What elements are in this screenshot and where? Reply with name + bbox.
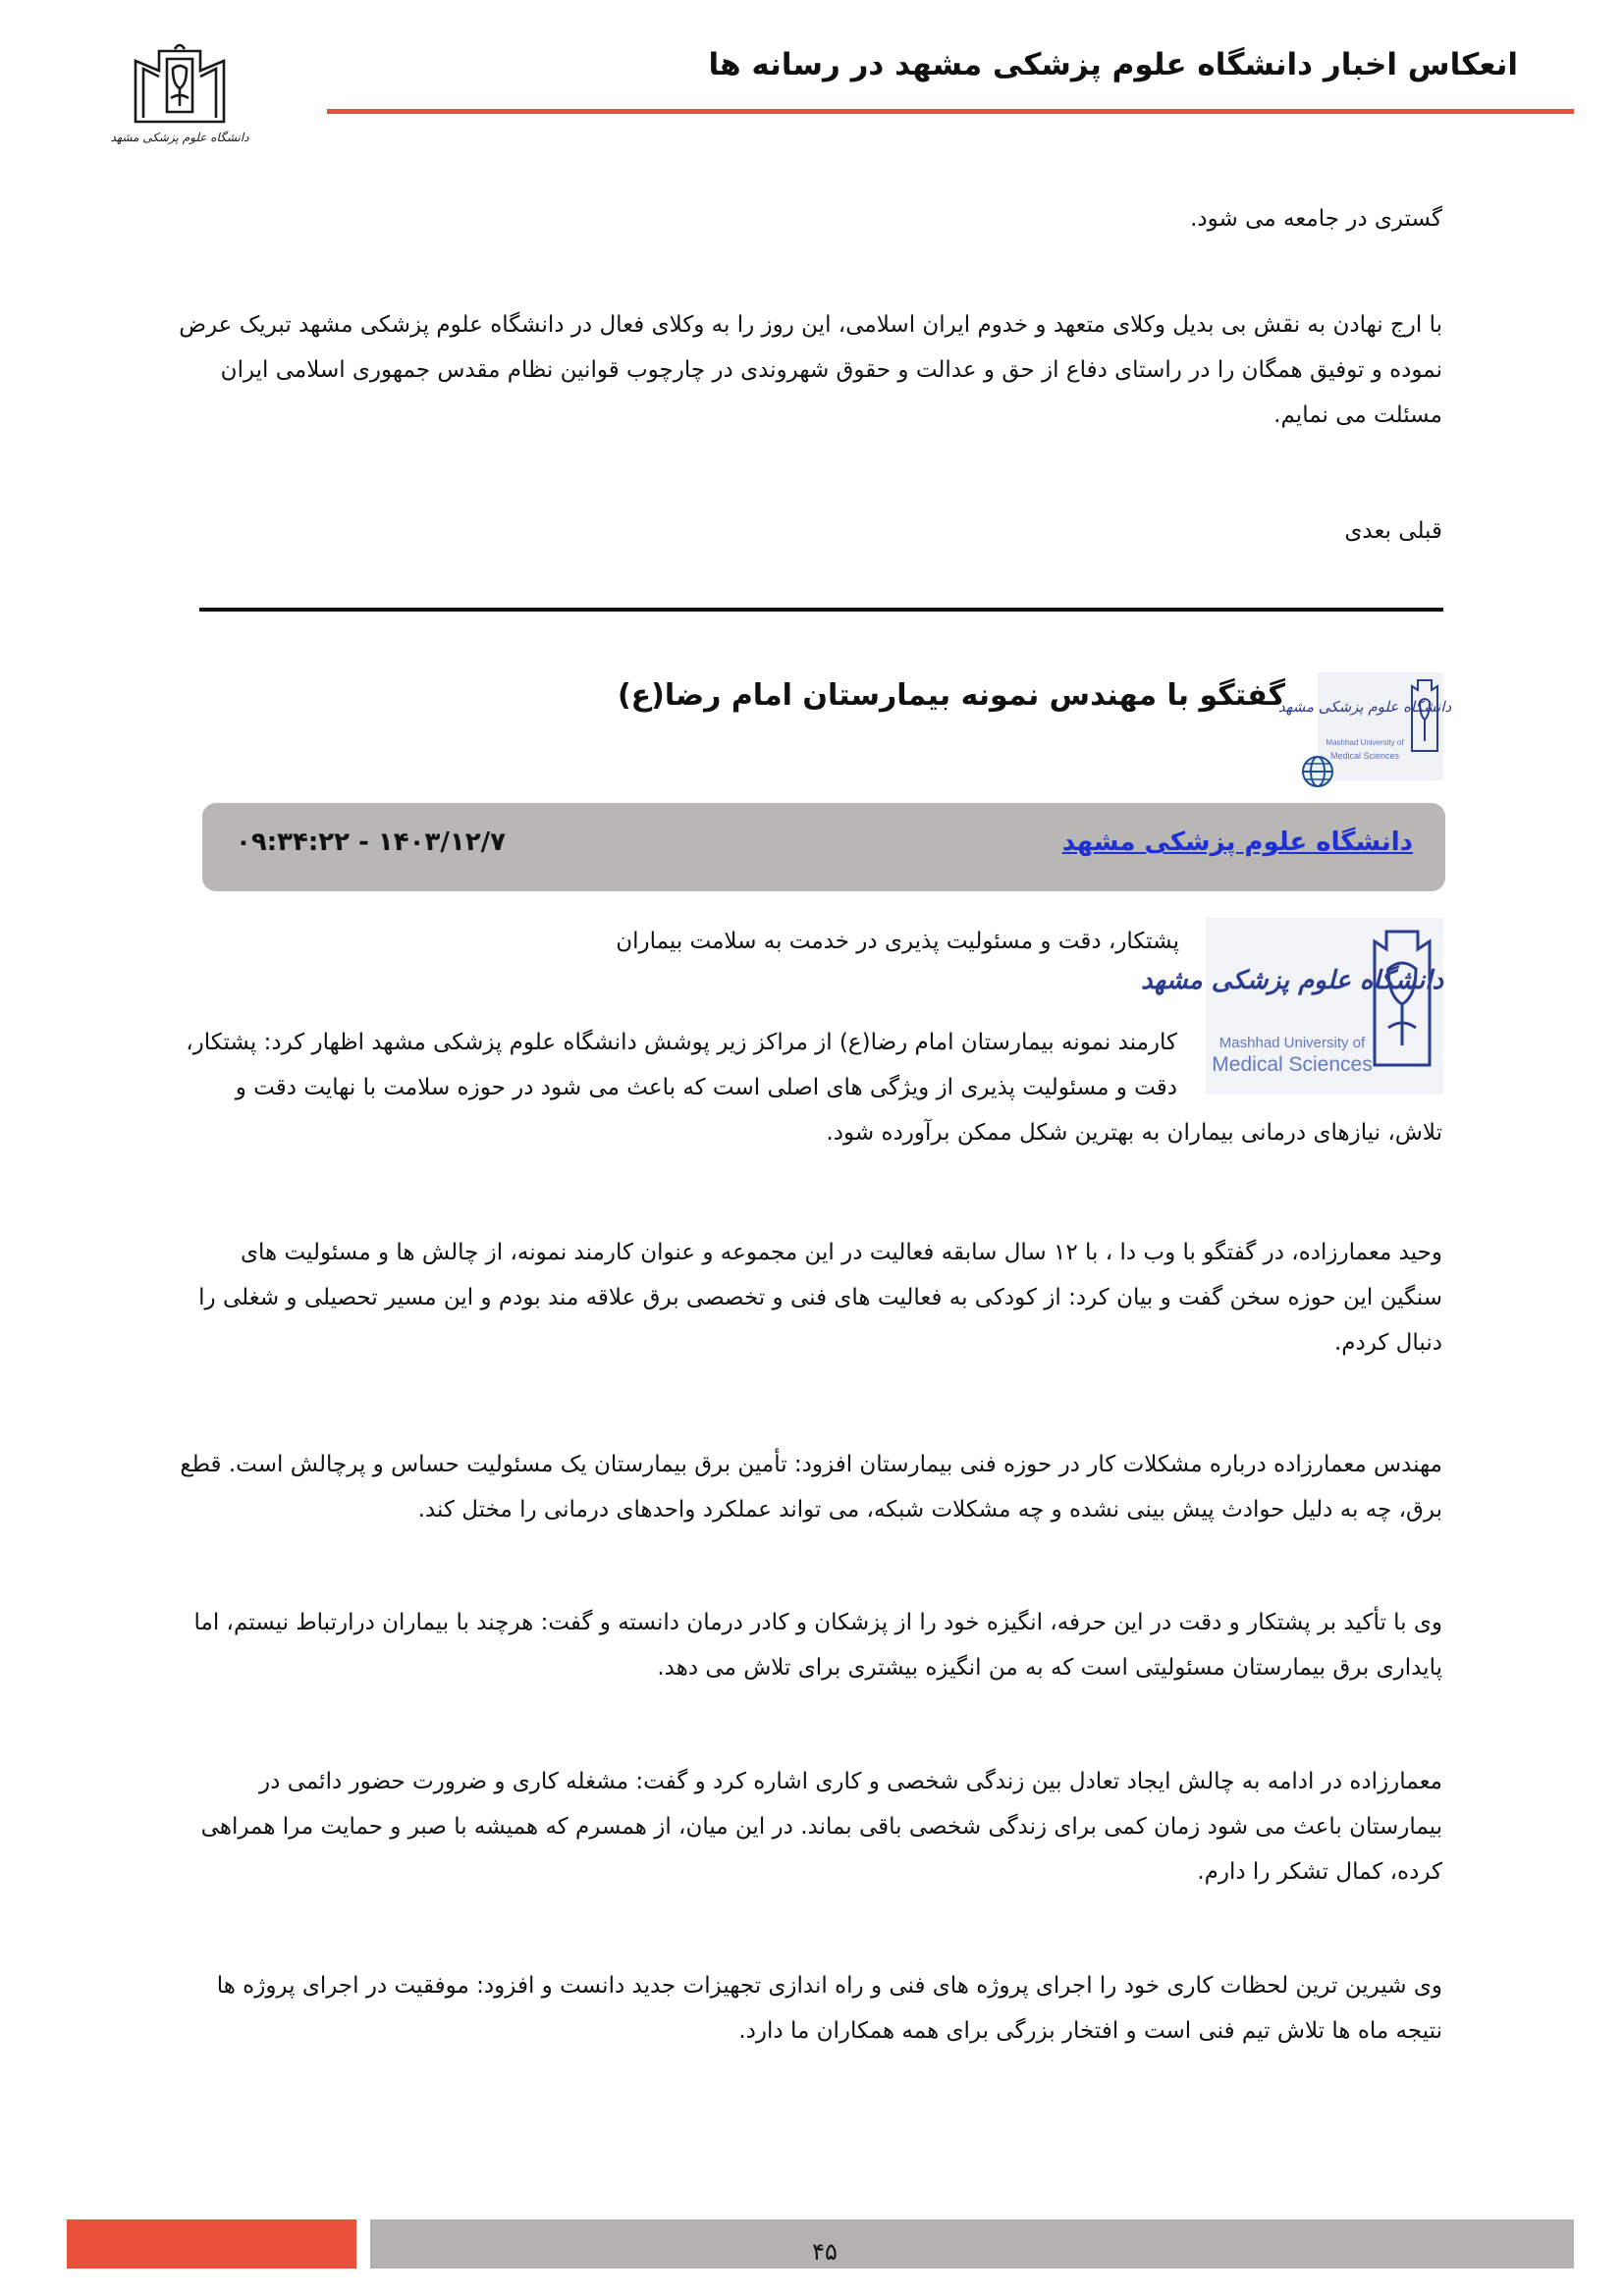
previous-article-tail: گستری در جامعه می شود. (1190, 206, 1442, 232)
article-title: گفتگو با مهندس نمونه بیمارستان امام رضا(ع) (617, 678, 1285, 713)
page-number: ۴۵ (812, 2238, 838, 2266)
prev-next-nav[interactable]: قبلی بعدی (1344, 518, 1442, 544)
svg-text:Mashhad University of: Mashhad University of (1326, 738, 1404, 747)
header-rule (327, 109, 1574, 114)
article-thumbnail (1277, 672, 1452, 780)
article-paragraph-6: وی شیرین ترین لحظات کاری خود را اجرای پروژه های فنی و راه اندازی تجهیزات جدید دانست و افزود: موفقیت در اجرای پروژه ها نتیجه ماه ها تلاش تیم فنی است و افتخار بزرگی برای همه همکاران ما دارد. (216, 1973, 1442, 2044)
source-link[interactable]: دانشگاه علوم پزشکی مشهد (1061, 828, 1413, 857)
page-header-title: انعکاس اخبار دانشگاه علوم پزشکی مشهد در رسانه ها (708, 47, 1518, 82)
article-paragraph-5: معمارزاده در ادامه به چالش ایجاد تعادل بین زندگی شخصی و کاری اشاره کرد و گفت: مشغله کاری و ضرورت حضور دائمی در بیمارستان باعث می شود زمان کمی برای زندگی شخصی باقی بماند. در این میان، از همسرم که همیشه با صبر و حمایت مرا همراهی کرده، کمال تشکر را دارم. (200, 1769, 1442, 1885)
svg-text:Mashhad University of: Mashhad University of (1218, 1035, 1366, 1051)
article-lead: پشتکار، دقت و مسئولیت پذیری در خدمت به سلامت بیماران (616, 929, 1179, 954)
university-logo (110, 39, 249, 167)
article-paragraph-2: وحید معمارزاده، در گفتگو با وب دا ، با ۱۲ سال سابقه فعالیت در این مجموعه و عنوان کارمند نمونه، از چالش ها و مسئولیت های سنگین این حوزه سخن گفت و بیان کرد: از کودکی به فعالیت های فنی و تخصصی برق علاقه مند بودم و این مسیر تحصیلی و شغلی را دنبال کردم. (198, 1240, 1442, 1356)
article-paragraph-3: مهندس معمارزاده درباره مشکلات کار در حوزه فنی بیمارستان افزود: تأمین برق بیمارستان یک مسئولیت حساس و پرچالش است. قطع برق، چه به دلیل حوادث پیش بینی نشده و چه مشکلات شبکه، می تواند عملکرد واحدهای درمانی را مختل کند. (180, 1452, 1442, 1522)
svg-text:دانشگاه علوم پزشکی مشهد: دانشگاه علوم پزشکی مشهد (110, 131, 249, 144)
footer-gray-bar (370, 2219, 1574, 2269)
article-paragraph-1: کارمند نمونه بیمارستان امام رضا(ع) از مراکز زیر پوشش دانشگاه علوم پزشکی مشهد اظهار کرد: پشتکار، دقت و مسئولیت پذیری از ویژگی های اصلی است که باعث می شود در حوزه سلامت با نهایت دقت و تلاش، نیازهای درمانی بیماران به بهترین شکل ممکن برآورده شود. (186, 1030, 1442, 1146)
footer-red-bar (67, 2219, 356, 2269)
svg-text:Medical Sciences: Medical Sciences (1329, 751, 1400, 761)
article-separator (199, 608, 1443, 612)
svg-text:Medical Sciences: Medical Sciences (1212, 1053, 1373, 1076)
article-paragraph-4: وی با تأکید بر پشتکار و دقت در این حرفه، انگیزه خود را از پزشکان و کادر درمان دانسته و گفت: هرچند با بیماران درارتباط نیستم، اما پایداری برق بیمارستان مسئولیتی است که به من انگیزه بیشتری برای تلاش می دهد. (193, 1610, 1442, 1681)
globe-icon[interactable] (1300, 754, 1335, 789)
svg-text:دانشگاه علوم پزشکی مشهد: دانشگاه علوم پزشکی مشهد (1140, 966, 1444, 995)
article-datetime: ۱۴۰۳/۱۲/۷ - ۰۹:۳۴:۲۲ (236, 828, 506, 857)
previous-article-closing: با ارج نهادن به نقش بی بدیل وکلای متعهد و خدوم ایران اسلامی، این روز را به وکلای فعال در دانشگاه علوم پزشکی مشهد تبریک عرض نموده و توفیق همگان را در راستای دفاع از حق و عدالت و حقوق شهروندی در چارچوب قوانین نظام مقدس جمهوری اسلامی ایران مسئلت می نمایم. (179, 312, 1442, 428)
svg-text:دانشگاه علوم پزشکی مشهد: دانشگاه علوم پزشکی مشهد (1277, 698, 1452, 716)
